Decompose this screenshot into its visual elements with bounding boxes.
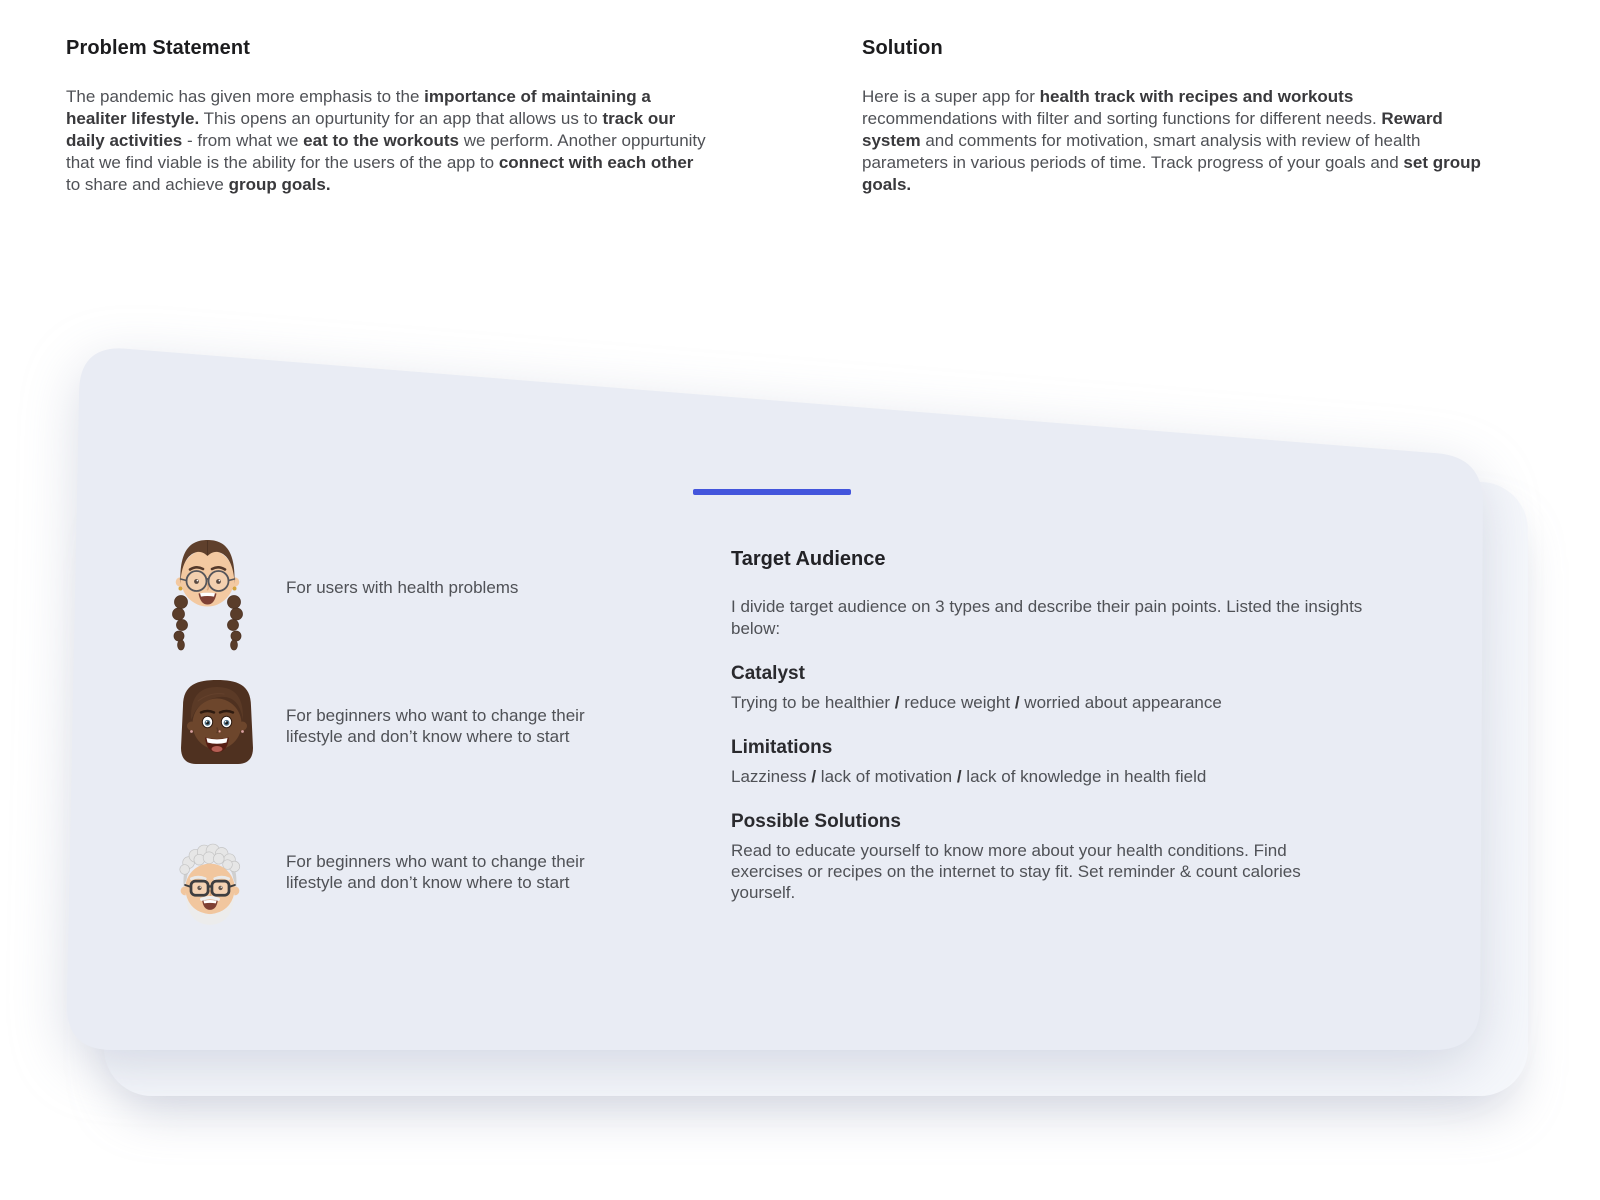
limitations-body: Lazziness / lack of motivation / lack of knowledge in health field <box>731 767 1207 786</box>
possible-solutions-title: Possible Solutions <box>731 811 901 832</box>
solution-title: Solution <box>862 37 943 59</box>
persona-label: For users with health problems <box>286 578 519 597</box>
persona-label: For beginners who want to change their lifestyle and don’t know where to start <box>286 706 585 746</box>
limitations-section <box>731 736 1379 787</box>
memoji-older-man-glasses-avatar <box>172 836 248 939</box>
problem-statement-title: Problem Statement <box>66 37 250 59</box>
accent-line <box>693 489 851 495</box>
possible-solutions-section <box>731 810 1379 903</box>
target-audience-intro: I divide target audience on 3 types and describe their pain points. Listed the insights below: <box>731 597 1363 638</box>
catalyst-section <box>731 662 1379 713</box>
solution-paragraph: Here is a super app for health track with recipes and workouts recommendations with filter and sorting functions for different needs. Reward system and comments for motivation, smart analysis with review of health parameters in various periods of time. Track progress of your goals and set group goals. <box>862 87 1481 194</box>
persona-label: For beginners who want to change their lifestyle and don’t know where to start <box>286 852 585 892</box>
problem-statement-paragraph: The pandemic has given more emphasis to the importance of maintaining a healiter lifestyle. This opens an opurtunity for an app that allows us to track our daily activities - from what we eat to the workouts we perform. Another oppurtunity that we find viable is the ability for the users of the app to connect with each other to share and achieve group goals. <box>66 87 706 194</box>
target-audience-section <box>731 547 1379 926</box>
target-audience-title: Target Audience <box>731 548 886 570</box>
catalyst-body: Trying to be healthier / reduce weight / worried about appearance <box>731 693 1222 712</box>
catalyst-title: Catalyst <box>731 663 805 684</box>
limitations-title: Limitations <box>731 737 833 758</box>
possible-solutions-body: Read to educate yourself to know more about your health conditions. Find exercises or recipes on the internet to stay fit. Set reminder & count calories yourself. <box>731 841 1301 902</box>
memoji-girl-dark-skin-avatar <box>170 676 264 775</box>
memoji-girl-glasses-braids-avatar <box>170 528 248 663</box>
